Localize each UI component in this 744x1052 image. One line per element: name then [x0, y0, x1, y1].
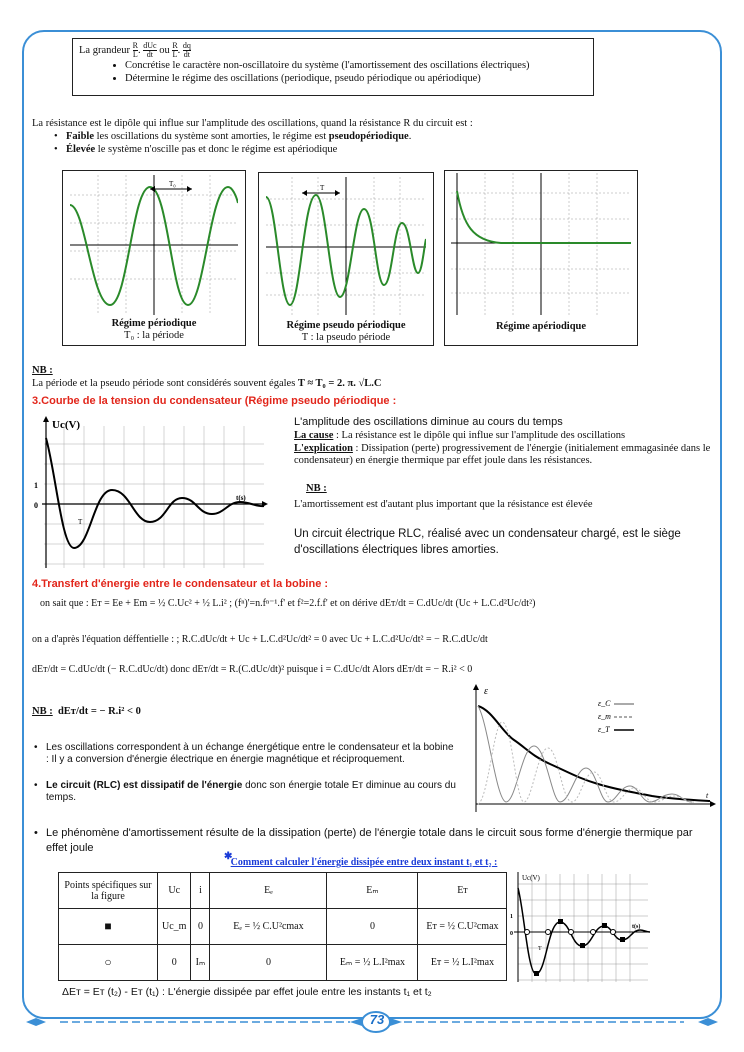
small-t-mark: T — [538, 946, 542, 952]
frac-3 — [172, 42, 177, 59]
row1-ee: Eₑ = ½ C.U²cmax — [210, 909, 327, 945]
th-points: Points spécifiques sur la figure — [59, 873, 158, 909]
s3-cause — [294, 430, 714, 441]
small-axis-x: t(s) — [632, 924, 641, 930]
s4-bullet-2 — [46, 780, 456, 804]
frac-2 — [143, 42, 156, 59]
frac3-den: L — [172, 50, 178, 59]
graph2-sub: T : la pseudo période — [301, 332, 391, 343]
frac1-num: R — [132, 41, 138, 50]
row1-i: 0 — [191, 909, 210, 945]
uc-tick-1: 1 — [34, 481, 38, 490]
eq-1: on sait que : Eᴛ = Ee + Em = ½ C.Uc² + ½ L.i² ; (fⁿ)'=n.fⁿ⁻¹.f' et f²=2.f.f' et on dérive dEᴛ/dt = C.dUc/dt (Uc + L.C.d²Uc/dt²) — [40, 598, 536, 609]
s4-b2-text: donc son énergie totale Eᴛ diminue au cours du temps. — [46, 780, 456, 803]
elevee-bullet — [66, 144, 337, 155]
th-uc: Uc — [158, 873, 191, 909]
nb1-label: NB : — [32, 365, 53, 376]
uc-graph — [34, 414, 268, 568]
table-title: Comment calculer l'énergie dissipée entre deux instant t₁ et t₂ : — [230, 857, 498, 868]
energy-axis-y: ε — [484, 686, 488, 697]
table-row — [59, 909, 507, 945]
row1-et: Eᴛ = ½ C.U²cmax — [418, 909, 507, 945]
frac2-num: dUc — [143, 41, 157, 50]
s4-b2-bold: Le circuit (RLC) est dissipatif de l'énergie — [46, 780, 243, 791]
table-title-wrap — [214, 852, 514, 870]
graph1-sub: T₀ : la période — [124, 330, 184, 341]
nb1-text: La période et la pseudo période sont considérés souvent égales — [32, 378, 296, 389]
delta-energy: ΔEᴛ = Eᴛ (t₂) - Eᴛ (t₁) : L'énergie dissipée par effet joule entre les instants t₁ et t₂ — [62, 986, 432, 998]
cause-label: La cause — [294, 430, 334, 441]
pseudo-plot — [266, 177, 426, 315]
graph-aperiodique — [444, 170, 638, 346]
small-tick-0: 0 — [510, 931, 513, 937]
frac4-num: dq — [182, 41, 191, 50]
pseudo-bold: pseudopériodique — [328, 131, 409, 142]
elevee-bold: Élevée — [66, 144, 96, 155]
graph1-title: Régime périodique — [111, 318, 197, 329]
elevee-text: le système n'oscille pas et donc le régime est apériodique — [95, 144, 338, 155]
uc-plot — [34, 414, 268, 568]
row2-i: Iₘ — [191, 945, 210, 981]
graph-pseudo — [258, 172, 434, 346]
small-axis-y: Uc(V) — [522, 874, 540, 882]
row2-et: Eᴛ = ½ L.I²max — [418, 945, 507, 981]
box-bullets — [73, 59, 530, 85]
box-bullet-1: • Concrétise le caractère non-oscillatoire du système (l'amortissement des oscillations électriques) — [125, 59, 530, 72]
star-icon: ✱ — [224, 851, 233, 862]
row1-em: 0 — [327, 909, 418, 945]
resistance-intro: La résistance est le dipôle qui influe sur l'amplitude des oscillations, quand la résistance R du circuit est : — [32, 118, 473, 129]
small-tick-1: 1 — [510, 914, 513, 920]
s4-nb-formula: dEᴛ/dt = − R.i² < 0 — [57, 706, 141, 717]
row2-ee: 0 — [210, 945, 327, 981]
uc-axis-y: Uc(V) — [52, 419, 81, 431]
expl-text: : Dissipation (perte) progressivement de l'énergie (initialement emmagasinée dans le condensateur) en énergie thermique par effet joule dans les résistances. — [294, 443, 711, 466]
uc-tick-0: 0 — [34, 501, 38, 510]
box-line-1: La grandeur $\frac{R}{L}$ . $\frac{\text{dUc}}{dt}$ ou $\frac{R}{L}$ . $\frac{dq}{dt}$ — [79, 41, 191, 59]
table-header-row — [59, 873, 507, 909]
graph-periodique — [62, 170, 246, 346]
s3-para: Un circuit électrique RLC, réalisé avec un condensateur chargé, est le siège d'oscillations électriques libres amorties. — [294, 528, 681, 556]
s4-bullet-3: • Le phénomène d'amortissement résulte de la dissipation (perte) de l'énergie totale dans le circuit sous forme d'énergie thermique par effet joule — [46, 826, 696, 856]
frac1-den: L — [132, 50, 138, 59]
periodic-plot — [70, 175, 238, 315]
legend-t: ε_T — [598, 725, 610, 734]
faible-bold: Faible — [66, 131, 94, 142]
energy-table — [58, 872, 507, 981]
frac-1 — [133, 42, 138, 59]
row1-uc: Uc_m — [158, 909, 191, 945]
graph2-title: Régime pseudo périodique — [286, 320, 406, 331]
th-et: Eᴛ — [418, 873, 507, 909]
graph3-title: Régime apériodique — [495, 321, 587, 332]
ou-label: ou — [159, 44, 170, 56]
expl-label: L'explication — [294, 443, 353, 454]
nb1-formula: T ≈ T₀ = 2. π. √L.C — [297, 378, 382, 389]
section3-title: 3.Courbe de la tension du condensateur (Régime pseudo périodique : — [32, 395, 397, 407]
th-i: i — [191, 873, 210, 909]
aperiodic-plot — [451, 173, 631, 315]
frac-4 — [183, 42, 191, 59]
th-em: Eₘ — [327, 873, 418, 909]
th-ee: Eₑ — [210, 873, 327, 909]
eq-2: on a d'après l'équation déffentielle : ; R.C.dUc/dt + Uc + L.C.d²Uc/dt² = 0 avec Uc + L.C.d²Uc/dt² = − R.C.dUc/dt — [32, 634, 488, 645]
s4-nb — [32, 706, 141, 717]
row2-em: Eₘ = ½ L.I²max — [327, 945, 418, 981]
frac2-den: dt — [146, 50, 154, 59]
eq-3: dEᴛ/dt = C.dUc/dt (− R.C.dUc/dt) donc dEᴛ/dt = R.(C.dUc/dt)² puisque i = C.dUc/dt Alors dEᴛ/dt = − R.i² < 0 — [32, 664, 473, 675]
legend-m: ε_m — [598, 712, 611, 721]
t-mark: T — [320, 184, 325, 192]
uc-small-graph — [508, 870, 652, 982]
energy-graph — [462, 682, 718, 816]
table-row — [59, 945, 507, 981]
section4-title: 4.Transfert d'énergie entre le condensateur et la bobine : — [32, 578, 329, 590]
legend-c: ε_C — [598, 699, 611, 708]
s4-bullet-1: • Les oscillations correspondent à un échange énergétique entre le condensateur et la bobine : Il y a conversion d'énergie électrique en énergie magnétique et réciproquement. — [46, 742, 456, 766]
row1-point: ■ — [59, 909, 158, 945]
s3-line1: L'amplitude des oscillations diminue au cours du temps — [294, 416, 563, 428]
t0-mark: T₀ — [169, 180, 176, 188]
uc-t-mark: T — [78, 518, 83, 526]
energy-axis-x: t — [706, 791, 709, 800]
s3-nb-label: NB : — [306, 483, 327, 494]
s4-nb-label: NB : — [32, 706, 53, 717]
frac4-den: dt — [183, 50, 191, 59]
page-number: 73 — [369, 1012, 385, 1027]
s3-nb-text: L'amortissement est d'autant plus important que la résistance est élevée — [294, 499, 593, 510]
faible-text: les oscillations du système sont amorties, le régime est — [94, 131, 329, 142]
definition-box — [72, 38, 594, 96]
row2-point: ○ — [59, 945, 158, 981]
cause-text: : La résistance est le dipôle qui influe sur l'amplitude des oscillations — [333, 430, 626, 441]
grandeur-label: La grandeur — [79, 44, 131, 56]
row2-uc: 0 — [158, 945, 191, 981]
uc-axis-x: t(s) — [236, 494, 246, 502]
nb1-line — [32, 378, 381, 389]
faible-bullet: • Faible les oscillations du système sont amorties, le régime est pseudopériodique. — [66, 131, 411, 142]
s3-explication — [294, 443, 714, 467]
frac3-num: R — [172, 41, 178, 50]
box-bullet-2: • Détermine le régime des oscillations (periodique, pseudo périodique ou apériodique) — [125, 72, 530, 85]
